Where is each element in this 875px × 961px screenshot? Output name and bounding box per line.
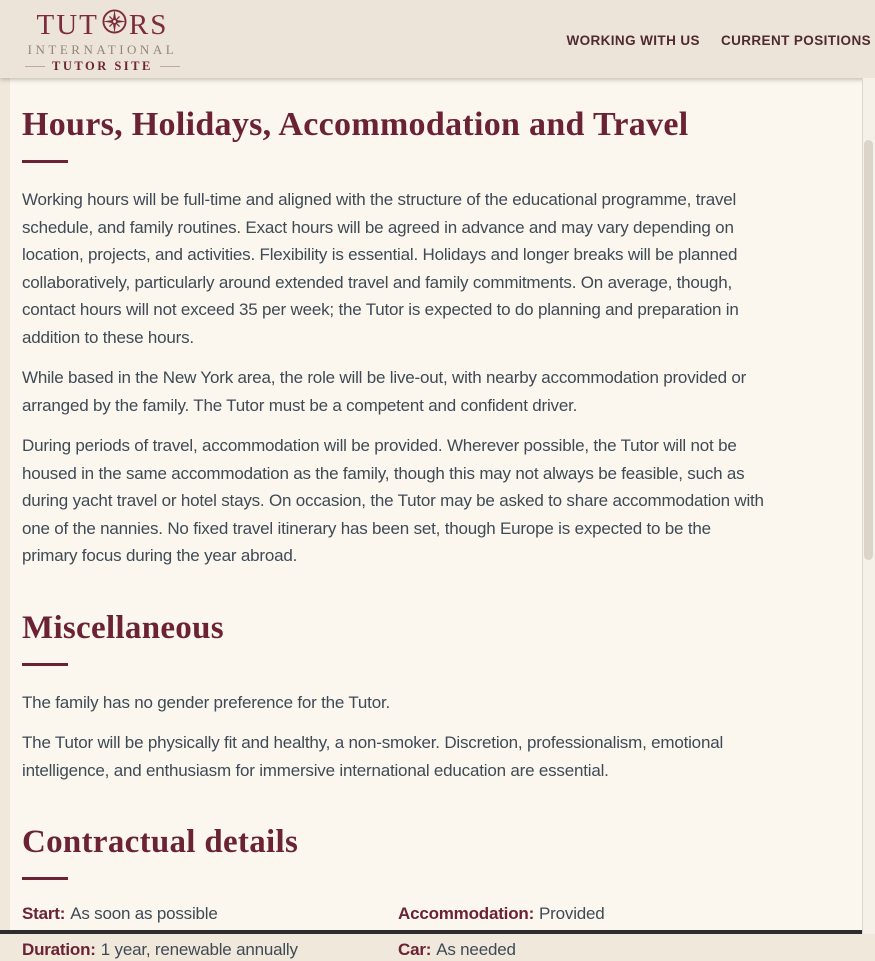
bottom-bar: [0, 930, 862, 934]
site-logo[interactable]: [25, 4, 180, 74]
section-contractual-details: [22, 822, 764, 961]
site-header: [0, 0, 875, 78]
logo-site-label: [25, 59, 180, 74]
heading-divider: [22, 160, 68, 163]
detail-value: As soon as possible: [70, 904, 218, 923]
paragraph: Working hours will be full-time and aligned with the structure of the educational programme, travel schedule, and family routines. Exact hours will be agreed in advance and may vary depending on location, projects, and activities. Flexibility is essential. Holidays and longer breaks will be planned collaboratively, particularly around extended travel and family commitments. On average, though, contact hours will not exceed 35 per week; the Tutor is expected to do planning and preparation in addition to these hours.: [22, 190, 739, 347]
paragraph: While based in the New York area, the role will be live-out, with nearby accommodation provided or arranged by the family. The Tutor must be a competent and confident driver.: [22, 368, 747, 415]
paragraph: The Tutor will be physically fit and healthy, a non-smoker. Discretion, professionalism, emotional intelligence, and enthusiasm for immersive international education are essential.: [22, 733, 724, 780]
heading-divider: [22, 663, 68, 666]
logo-word-post: RS: [128, 8, 169, 41]
nav-item-current-positions[interactable]: CURRENT POSITIONS: [720, 32, 871, 48]
detail-item-start: [22, 903, 398, 925]
detail-item-duration: [22, 939, 398, 961]
logo-wordmark: [36, 8, 168, 41]
paragraph: The family has no gender preference for the Tutor.: [22, 692, 390, 712]
compass-icon: [101, 8, 128, 41]
section-hours-holidays: [22, 105, 764, 570]
logo-word-pre: TUT: [36, 8, 99, 41]
detail-item-accommodation: [398, 903, 764, 925]
section-miscellaneous: [22, 608, 764, 785]
detail-label: Duration:: [22, 940, 96, 959]
vertical-scrollbar-track[interactable]: [862, 78, 875, 934]
detail-label: Start:: [22, 904, 66, 923]
logo-site-label-text: TUTOR SITE: [52, 59, 153, 73]
detail-label: Car:: [398, 940, 432, 959]
vertical-scrollbar-thumb[interactable]: [864, 140, 873, 560]
main-content: [10, 78, 862, 959]
detail-value: As needed: [436, 940, 516, 959]
section-title-hours-holidays: Hours, Holidays, Accommodation and Travel: [22, 106, 689, 143]
nav-item-working-with-us[interactable]: WORKING WITH US: [566, 32, 700, 48]
detail-value: Provided: [539, 904, 605, 923]
heading-divider: [22, 877, 68, 880]
main-nav: [566, 31, 871, 48]
detail-value: 1 year, renewable annually: [100, 940, 298, 959]
detail-item-car: [398, 939, 764, 961]
logo-subtitle: INTERNATIONAL: [27, 42, 178, 57]
detail-label: Accommodation:: [398, 904, 535, 923]
section-title-miscellaneous: Miscellaneous: [22, 609, 224, 646]
section-title-contractual-details: Contractual details: [22, 824, 299, 860]
paragraph: During periods of travel, accommodation will be provided. Wherever possible, the Tutor will not be housed in the same accommodation as the family, though this may not always be feasible, such as during yacht travel or hotel stays. On occasion, the Tutor may be asked to share accommodation with one of the nannies. No fixed travel itinerary has been set, though Europe is expected to be the primary focus during the year abroad.: [22, 436, 764, 565]
